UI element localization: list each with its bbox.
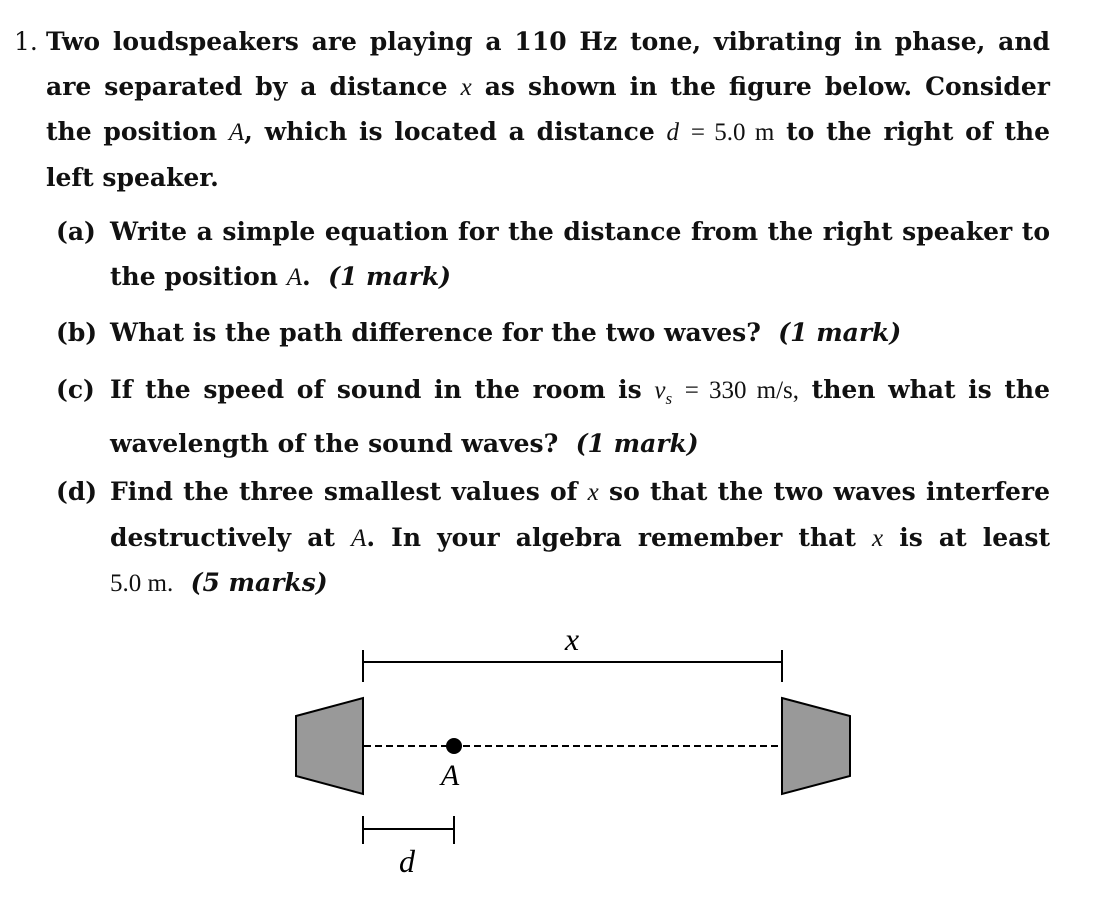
part-b — [56, 311, 1050, 356]
part-d-text-6: 5.0 m. — [110, 570, 174, 597]
speed-value: = 330 m/s, — [684, 377, 800, 404]
part-a — [56, 210, 1050, 300]
part-a-text-2: the position — [110, 261, 278, 291]
symbol-A: A — [228, 119, 245, 146]
part-c-line-2 — [110, 422, 1050, 467]
part-d-text-2: so that the two waves interfere — [609, 477, 1050, 506]
part-a-symbol-A: A — [286, 263, 302, 291]
intro-text-2a: are separated by a distance — [46, 71, 448, 101]
part-a-text-3: . — [301, 261, 311, 291]
part-c-label: (c) — [56, 375, 95, 404]
part-a-label: (a) — [56, 217, 96, 246]
part-b-line-1 — [110, 311, 1050, 356]
part-d-text-3: destructively at — [110, 522, 335, 552]
symbol-d: d — [666, 119, 680, 146]
intro-text-3a: the position — [46, 117, 218, 146]
symbol-v: v — [654, 377, 666, 404]
distance-d-value: = 5.0 m — [690, 119, 775, 146]
question-number: 1. — [14, 27, 38, 56]
part-b-text-1: What is the path difference for the two waves? — [110, 318, 761, 347]
part-d-line-2 — [110, 516, 1050, 562]
label-x: x — [564, 621, 580, 657]
symbol-x: x — [460, 73, 472, 101]
part-a-line-2 — [110, 255, 1050, 301]
intro-text-3b: , which is located a distance — [244, 117, 655, 146]
part-d-symbol-A: A — [351, 524, 367, 552]
part-d-body — [110, 470, 1050, 607]
part-c — [56, 368, 1050, 466]
part-d-symbol-x: x — [587, 479, 599, 506]
question-intro — [46, 20, 1050, 200]
part-d — [56, 470, 1050, 607]
intro-text-2b: as shown in the figure below. Consider — [484, 71, 1050, 101]
distance-d-dimension — [363, 816, 454, 844]
part-d-line-1 — [110, 470, 1050, 516]
intro-line-3 — [46, 110, 1050, 156]
right-speaker — [782, 698, 850, 794]
intro-line-4: left speaker. — [46, 162, 219, 192]
part-a-line-1: Write a simple equation for the distance from the right speaker to — [110, 217, 1050, 246]
part-d-line-3 — [110, 561, 1050, 607]
part-a-marks: (1 mark) — [328, 261, 452, 291]
part-c-line-1 — [110, 368, 1050, 422]
point-A — [446, 738, 462, 754]
part-c-text-2: then what is the — [811, 375, 1050, 404]
intro-line-2 — [46, 65, 1050, 111]
part-d-text-1: Find the three smallest values of — [110, 477, 578, 506]
part-b-body — [110, 311, 1050, 356]
left-speaker — [296, 698, 363, 794]
part-d-text-4: . In your algebra remember that — [366, 522, 856, 552]
label-A: A — [440, 759, 460, 792]
label-d: d — [399, 843, 415, 879]
part-d-text-5: is at least — [899, 522, 1050, 552]
part-c-marks: (1 mark) — [575, 428, 699, 458]
part-d-marks: (5 marks) — [190, 568, 328, 597]
part-c-text-1: If the speed of sound in the room is — [110, 375, 642, 404]
intro-line-1: Two loudspeakers are playing a 110 Hz tone, vibrating in phase, and — [46, 27, 1050, 56]
part-a-body — [110, 210, 1050, 300]
intro-text-3c: to the right of the — [786, 117, 1050, 146]
part-b-label: (b) — [56, 318, 98, 347]
part-c-body — [110, 368, 1050, 466]
symbol-v-subscript: s — [665, 389, 673, 408]
part-c-text-3: wavelength of the sound waves? — [110, 428, 559, 458]
loudspeaker-figure — [0, 610, 1113, 900]
part-b-marks: (1 mark) — [778, 318, 902, 347]
part-d-symbol-x-2: x — [872, 524, 884, 552]
part-d-label: (d) — [56, 477, 98, 506]
